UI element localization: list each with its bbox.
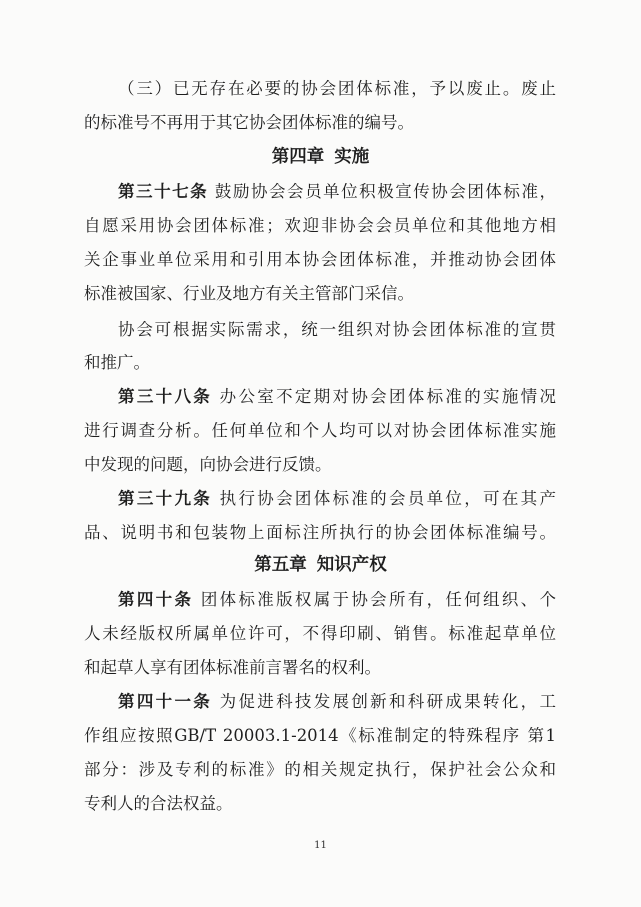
article-37-first-line <box>118 182 556 202</box>
article-number: 第三十九条 <box>118 489 213 508</box>
paragraph-line: 和起草人享有团体标准前言署名的权利。 <box>84 658 381 677</box>
paragraph-line: 进行调查分析。任何单位和个人均可以对协会团体标准实施 <box>84 421 556 440</box>
chapter-heading-4: 第四章 实施 <box>271 147 370 167</box>
paragraph-line: 专利人的合法权益。 <box>84 794 233 813</box>
paragraph-line: 部分：涉及专利的标准》的相关规定执行，保护社会公众和 <box>84 760 556 779</box>
paragraph-line: 人未经版权所属单位许可，不得印刷、销售。标准起草单位 <box>84 624 556 643</box>
paragraph-line: 自愿采用协会团体标准；欢迎非协会会员单位和其他地方相 <box>84 216 556 235</box>
chapter-heading-5: 第五章 知识产权 <box>254 555 387 575</box>
paragraph-line: 关企事业单位采用和引用本协会团体标准，并推动协会团体 <box>84 250 556 269</box>
article-text: 执行协会团体标准的会员单位，可在其产 <box>212 489 556 508</box>
article-40-first-line <box>118 590 556 610</box>
paragraph-line: 标准被国家、行业及地方有关主管部门采信。 <box>84 284 414 303</box>
paragraph-line: 中发现的问题，向协会进行反馈。 <box>84 455 332 474</box>
article-38-first-line <box>118 387 556 407</box>
article-number: 第三十八条 <box>118 387 213 406</box>
article-text: 团体标准版权属于协会所有，任何组织、个 <box>193 590 556 609</box>
paragraph-line: 的标准号不再用于其它协会团体标准的编号。 <box>84 113 414 132</box>
paragraph-line: 品、说明书和包装物上面标注所执行的协会团体标准编号。 <box>84 523 556 542</box>
article-number: 第四十条 <box>118 590 194 609</box>
article-number: 第四十一条 <box>118 692 213 711</box>
article-number: 第三十七条 <box>118 182 209 201</box>
paragraph-line: 和推广。 <box>84 353 150 372</box>
article-39-first-line <box>118 489 556 509</box>
article-text: 为促进科技发展创新和科研成果转化，工 <box>212 692 556 711</box>
article-text: 鼓励协会会员单位积极宣传协会团体标准， <box>208 182 556 201</box>
article-41-first-line <box>118 692 556 712</box>
paragraph-line: 作组应按照GB/T 20003.1-2014《标准制定的特殊程序 第1 <box>84 726 556 745</box>
page-number: 11 <box>314 840 327 851</box>
article-text: 办公室不定期对协会团体标准的实施情况 <box>212 387 556 406</box>
paragraph-line: （三）已无存在必要的协会团体标准，予以废止。废止 <box>118 79 556 98</box>
paragraph-line: 协会可根据实际需求，统一组织对协会团体标准的宣贯 <box>118 320 556 339</box>
